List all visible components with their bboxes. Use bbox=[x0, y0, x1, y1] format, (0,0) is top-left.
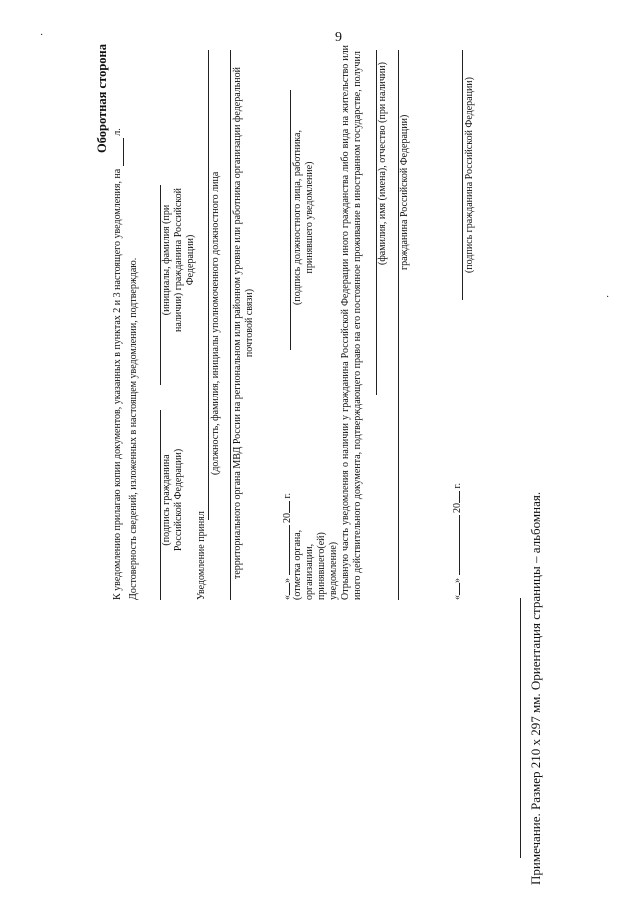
recipient-signature-line bbox=[462, 50, 463, 300]
official-line bbox=[208, 50, 209, 520]
tear-off-year-field[interactable] bbox=[450, 491, 460, 503]
tear-off-month-field[interactable] bbox=[450, 516, 460, 576]
recipient-citizen-caption: гражданина Российской Федерации) bbox=[399, 114, 410, 270]
citizen-signature-caption: (подпись гражданина Российской Федерации) bbox=[161, 448, 184, 552]
tear-off-day-field[interactable] bbox=[450, 583, 460, 595]
attachment-line: К уведомлению прилагаю копии документов, указанных в пунктах 2 и 3 настоящего уведомления, на л. bbox=[112, 128, 123, 600]
receipt-date: «» 20 г. bbox=[282, 493, 293, 600]
reverse-side-form bbox=[90, 40, 410, 600]
date-year-field[interactable] bbox=[280, 501, 290, 513]
official-signature-line bbox=[290, 90, 291, 350]
confirmation-text: Достоверность сведений, изложенных в настоящем уведомлении, подтверждаю. bbox=[128, 257, 139, 600]
tear-off-text: Отрывную часть уведомления о наличии у гражданина Российской Федерации иного гражданства либо вида на жительство или иного действительного документа, подтверждающего право на его постоянное проживание в иностранном государстве, получил bbox=[340, 45, 363, 600]
form-heading: Оборотная сторона bbox=[95, 44, 109, 154]
scan-speck: · bbox=[606, 292, 610, 303]
organization-mark-caption: (отметка органа, организации, принявшего(ей) уведомление) bbox=[292, 529, 339, 600]
official-signature-caption: (подпись должностного лица, работника, принявшего уведомление) bbox=[292, 130, 315, 305]
page-number: 9 bbox=[335, 30, 342, 45]
footnote: Примечание. Размер 210 х 297 мм. Ориентация страницы – альбомная. bbox=[528, 491, 543, 885]
footnote-separator bbox=[520, 598, 521, 858]
recipient-signature-caption: (подпись гражданина Российской Федерации) bbox=[464, 77, 475, 273]
recipient-name-caption: (фамилия, имя (имена), отчество (при наличии) bbox=[377, 62, 388, 265]
body-caption: территориального органа МВД России на региональном или районном уровне или работника организации федеральной почтовой связи) bbox=[232, 66, 255, 580]
tear-off-date: «» 20 г. bbox=[452, 483, 463, 600]
citizen-initials-caption: (инициалы, фамилия (при наличии) гражданина Российской Федерации) bbox=[161, 187, 196, 333]
official-caption: (должность, фамилия, инициалы уполномоченного должностного лица bbox=[210, 171, 221, 475]
date-day-field[interactable] bbox=[280, 583, 290, 595]
sheet-count-field[interactable] bbox=[113, 138, 124, 166]
scan-speck: · bbox=[40, 30, 44, 41]
date-month-field[interactable] bbox=[280, 526, 290, 576]
tear-off-footer bbox=[440, 40, 500, 600]
received-label: Уведомление принял bbox=[196, 511, 207, 600]
body-line bbox=[230, 50, 231, 600]
